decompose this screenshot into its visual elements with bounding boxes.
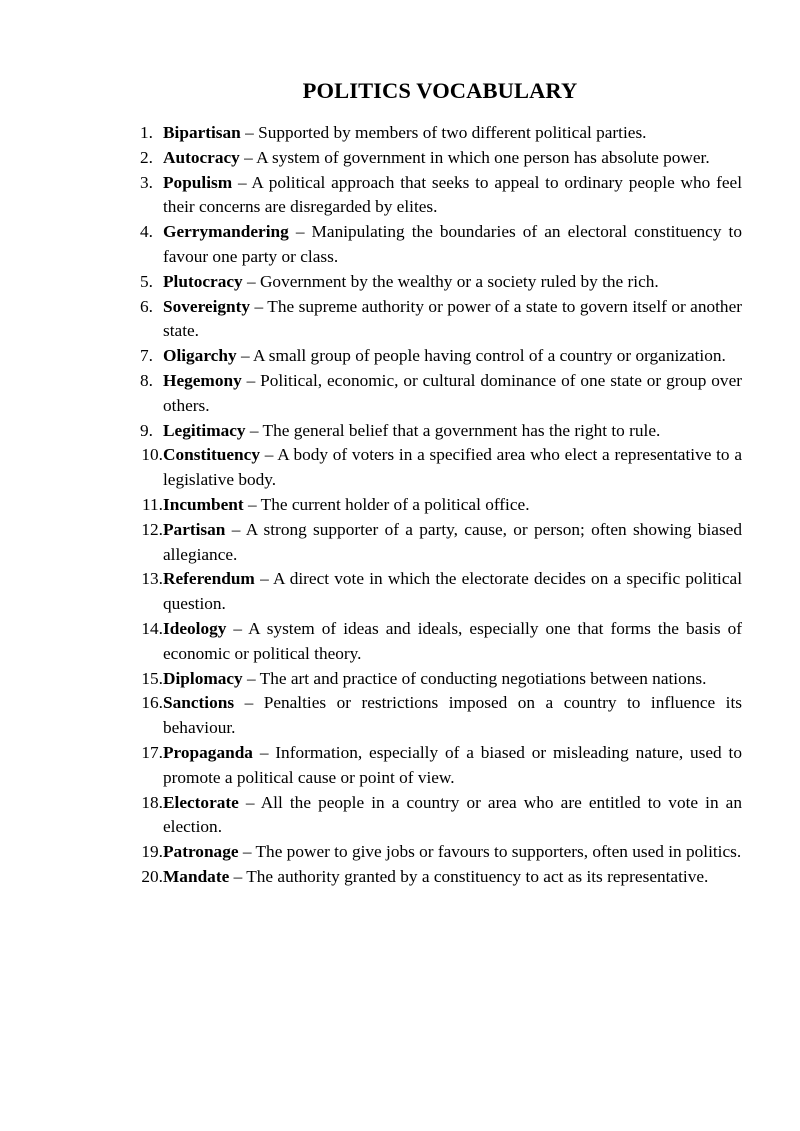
item-term: Bipartisan bbox=[163, 123, 241, 142]
item-number: 9. bbox=[140, 420, 153, 440]
item-term: Hegemony bbox=[163, 370, 242, 390]
list-item bbox=[121, 344, 742, 369]
list-item bbox=[121, 369, 742, 419]
list-item bbox=[121, 295, 742, 345]
item-definition: – Penalties or restrictions imposed on a country to influence its behaviour. bbox=[163, 693, 743, 738]
item-definition: – A strong supporter of a party, cause, or person; often showing biased allegiance. bbox=[163, 519, 742, 564]
list-item bbox=[121, 691, 742, 741]
item-definition: – A political approach that seeks to appeal to ordinary people who feel their concerns are disregarded by elites. bbox=[163, 172, 742, 217]
item-term: Legitimacy bbox=[163, 420, 246, 440]
item-number: 20. bbox=[141, 866, 163, 886]
item-definition: – Government by the wealthy or a society ruled by the rich. bbox=[246, 271, 659, 291]
item-term: Constituency bbox=[163, 445, 260, 465]
item-number: 4. bbox=[140, 222, 153, 242]
item-number: 1. bbox=[140, 123, 153, 142]
item-number: 11. bbox=[142, 494, 163, 514]
item-number: 3. bbox=[140, 172, 153, 192]
item-definition: – The power to give jobs or favours to supporters, often used in politics. bbox=[242, 842, 742, 862]
page-title: POLITICS VOCABULARY bbox=[302, 78, 578, 103]
item-term: Plutocracy bbox=[163, 271, 243, 291]
item-definition: – The art and practice of conducting negotiations between nations. bbox=[247, 668, 707, 688]
item-number: 15. bbox=[141, 668, 163, 688]
item-number: 10. bbox=[141, 445, 163, 465]
item-term: Electorate bbox=[163, 792, 239, 812]
item-definition: – Supported by members of two different political parties. bbox=[245, 123, 647, 142]
list-item bbox=[121, 171, 742, 221]
item-definition: – A body of voters in a specified area who elect a representative to a legislative body. bbox=[163, 445, 742, 490]
vocabulary-list bbox=[121, 121, 742, 890]
item-term: Sovereignty bbox=[163, 296, 251, 316]
item-number: 2. bbox=[140, 147, 153, 167]
list-item bbox=[121, 865, 742, 890]
list-item bbox=[121, 121, 742, 146]
item-number: 12. bbox=[141, 519, 163, 539]
item-number: 13. bbox=[141, 569, 163, 589]
item-number: 8. bbox=[140, 370, 153, 390]
item-term: Gerrymandering bbox=[163, 222, 289, 242]
list-item bbox=[121, 567, 742, 617]
item-term: Propaganda bbox=[163, 742, 253, 762]
item-definition: – Political, economic, or cultural dominance of one state or group over others. bbox=[163, 370, 742, 415]
list-item bbox=[121, 270, 742, 295]
list-item bbox=[121, 741, 742, 791]
item-number: 18. bbox=[141, 792, 163, 812]
item-number: 17. bbox=[141, 742, 163, 762]
list-item bbox=[121, 518, 742, 568]
item-term: Partisan bbox=[163, 519, 226, 539]
item-number: 16. bbox=[141, 693, 163, 713]
item-number: 14. bbox=[141, 618, 163, 638]
list-item bbox=[121, 791, 742, 841]
item-definition: – Information, especially of a biased or misleading nature, used to promote a political cause or point of view. bbox=[163, 742, 742, 787]
item-definition: – A system of government in which one person has absolute power. bbox=[244, 147, 710, 167]
item-term: Referendum bbox=[163, 569, 255, 589]
item-term: Diplomacy bbox=[163, 668, 243, 688]
item-definition: – A system of ideas and ideals, especially one that forms the basis of economic or political theory. bbox=[163, 618, 742, 663]
list-item bbox=[121, 667, 742, 692]
item-definition: – The current holder of a political office. bbox=[248, 494, 530, 514]
list-item bbox=[121, 617, 742, 667]
item-number: 6. bbox=[140, 296, 153, 316]
list-item bbox=[121, 493, 742, 518]
item-term: Populism bbox=[163, 172, 233, 192]
item-number: 7. bbox=[140, 346, 153, 366]
item-definition: – A direct vote in which the electorate decides on a specific political question. bbox=[163, 569, 742, 614]
item-definition: – Manipulating the boundaries of an electoral constituency to favour one party or class. bbox=[163, 222, 742, 266]
item-definition: – All the people in a country or area who are entitled to vote in an election. bbox=[163, 792, 742, 837]
list-item bbox=[121, 419, 742, 444]
item-term: Mandate bbox=[163, 866, 230, 886]
item-term: Incumbent bbox=[163, 494, 244, 514]
item-definition: – The general belief that a government has the right to rule. bbox=[249, 420, 661, 440]
item-definition: – A small group of people having control of a country or organization. bbox=[240, 346, 726, 366]
item-term: Patronage bbox=[163, 842, 239, 862]
item-term: Autocracy bbox=[163, 147, 240, 167]
list-item bbox=[121, 443, 742, 493]
list-item bbox=[121, 146, 742, 171]
item-term: Ideology bbox=[163, 618, 227, 638]
list-item bbox=[121, 220, 742, 270]
item-term: Oligarchy bbox=[163, 346, 237, 366]
item-definition: – The authority granted by a constituency to act as its representative. bbox=[233, 866, 709, 886]
item-number: 19. bbox=[141, 842, 163, 862]
item-definition: – The supreme authority or power of a state to govern itself or another state. bbox=[163, 296, 742, 341]
item-term: Sanctions bbox=[163, 693, 235, 713]
item-number: 5. bbox=[140, 271, 153, 291]
list-item bbox=[121, 840, 742, 865]
